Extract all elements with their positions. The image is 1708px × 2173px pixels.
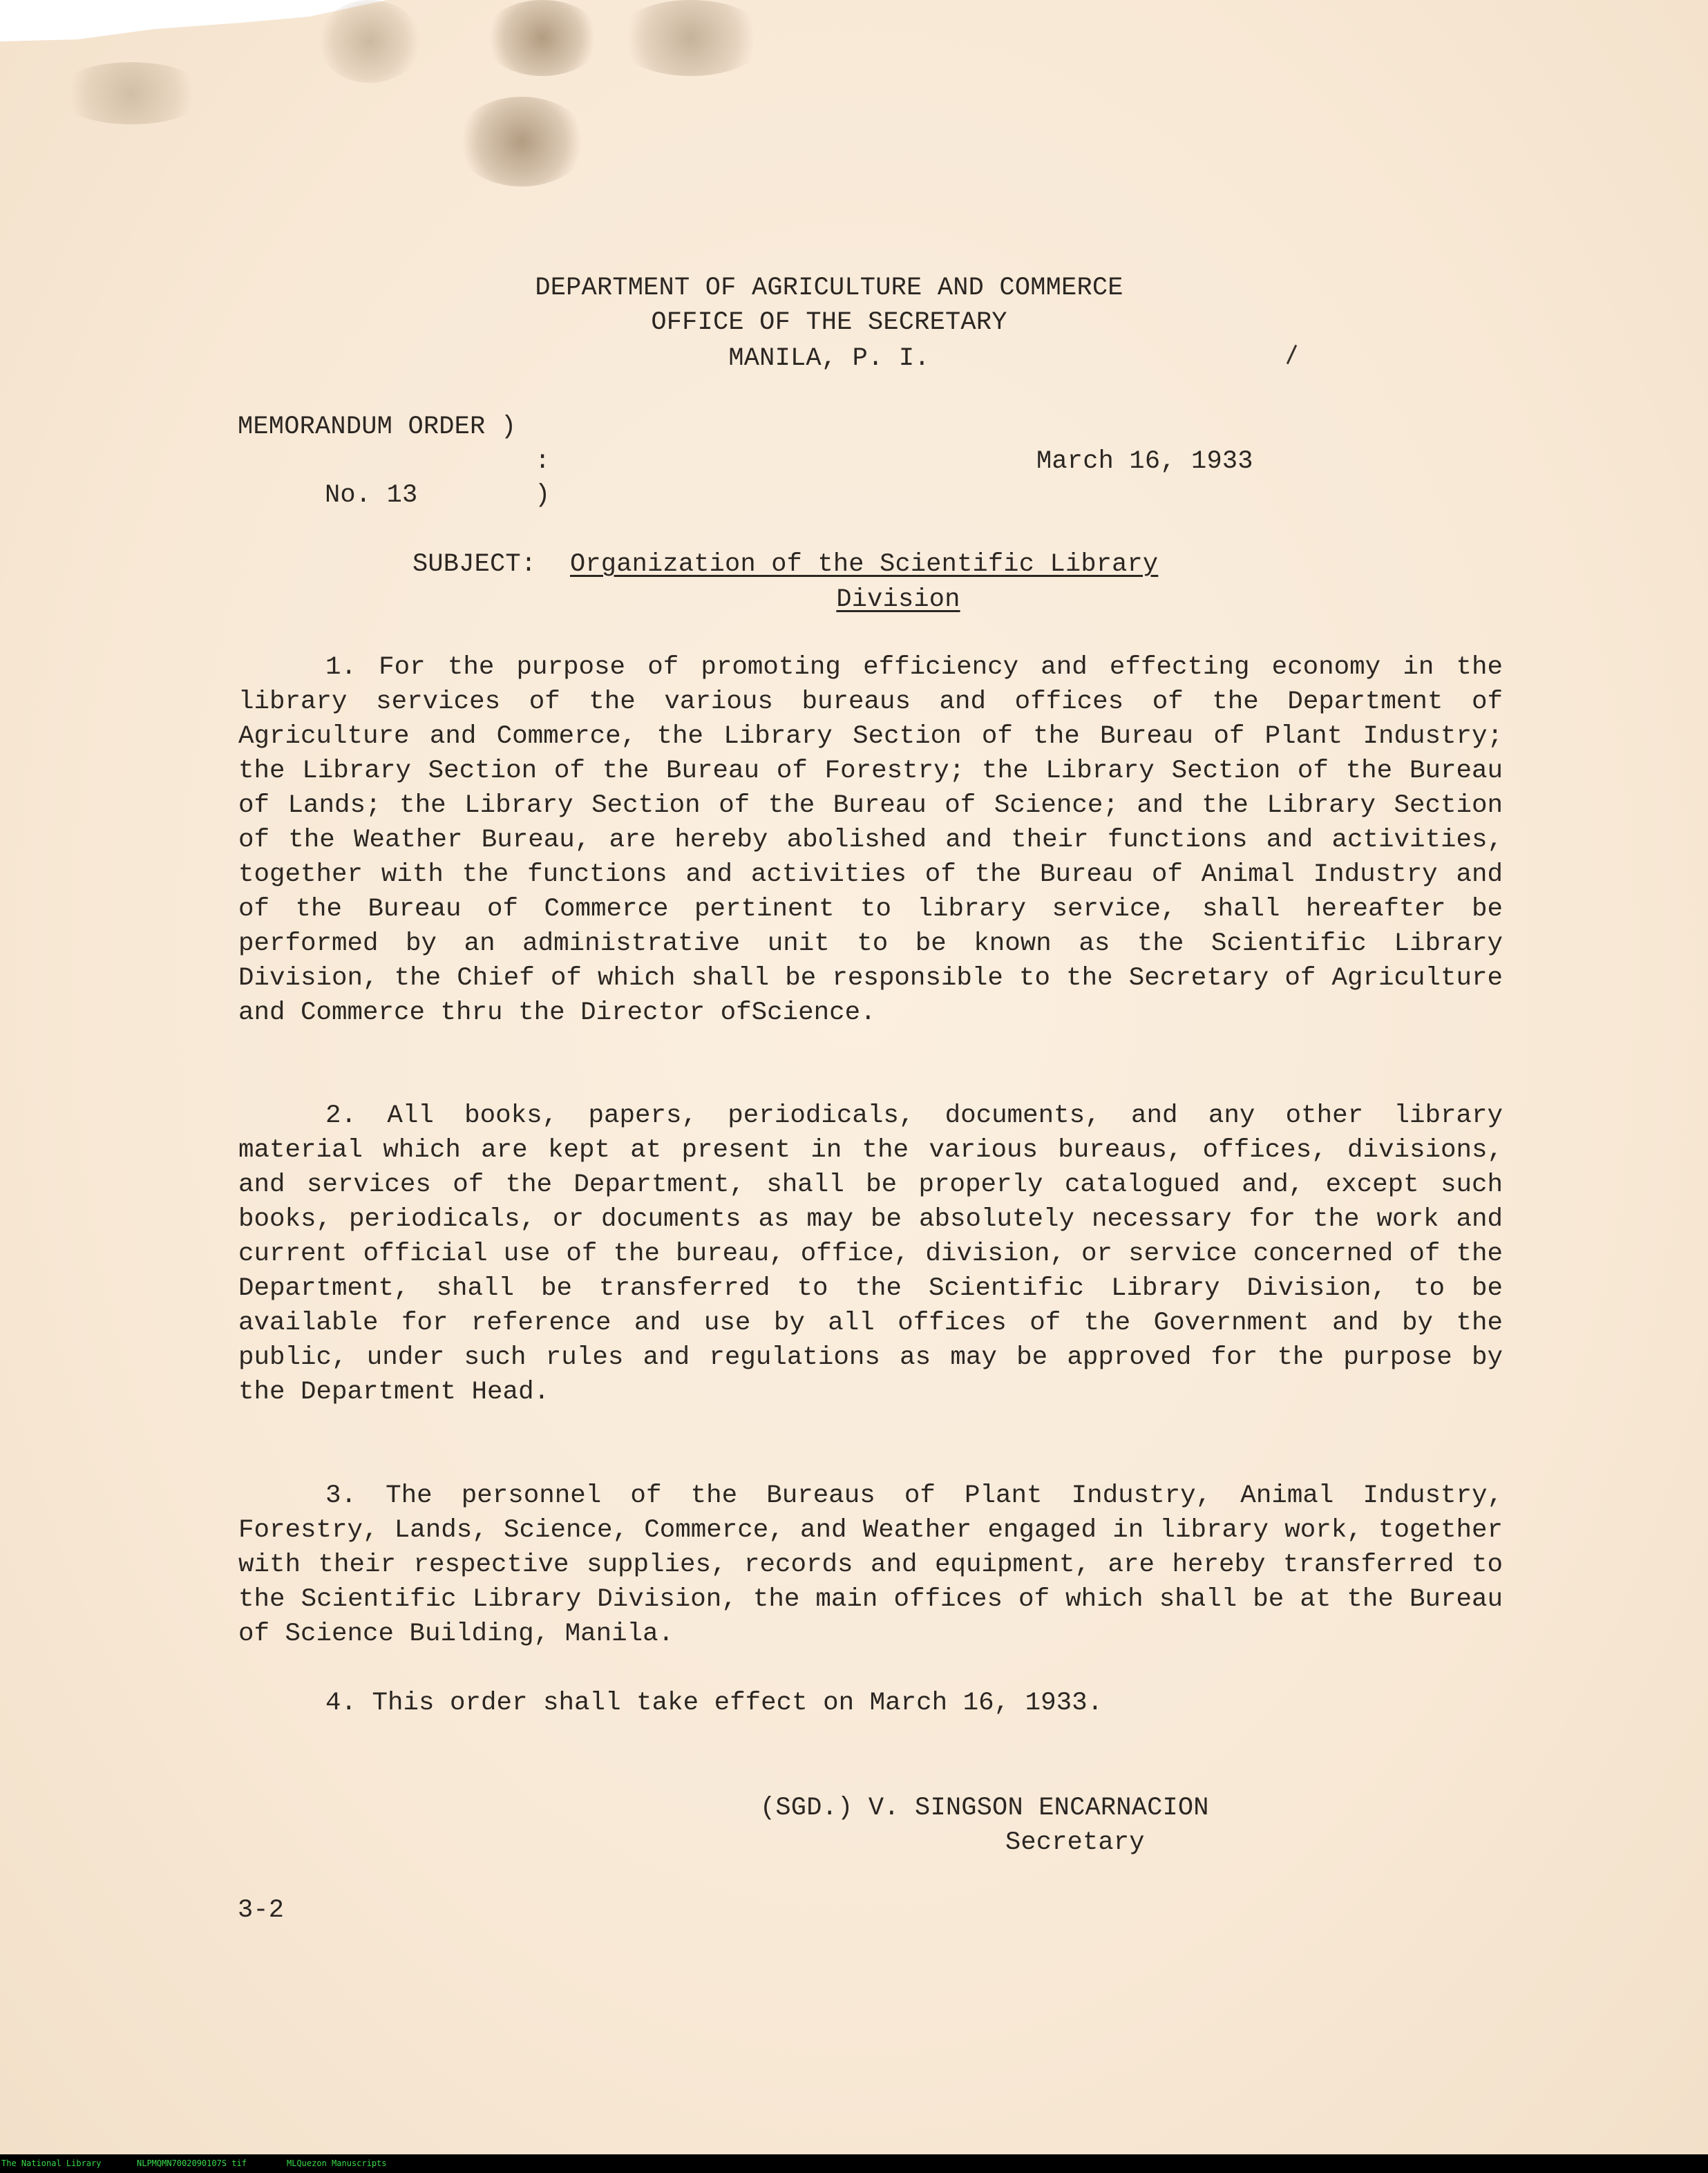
paragraph-2: 2. All books, papers, periodicals, documents, and any other library material which are kept at present in the various bureaus, offices, divisions, and services of the Department, shall be properly catalogued and, except such books, periodicals, or documents as may be absolutely necessary for the work and current official use of the bureau, office, division, or service concerned of the Department, shall be transferred to the Scientific Library Division, to be available for reference and use by all offices of the Government and by the public, under such rules and regulations as may be approved for the purpose by the Department Head. (238, 1101, 1503, 1407)
stain-mark (318, 0, 421, 83)
stain-mark (55, 62, 207, 124)
footer-file: NLPMQMN7002090107S tif (137, 2158, 247, 2168)
subject-title-line2: Division (836, 585, 960, 614)
header-office: OFFICE OF THE SECRETARY (651, 308, 1007, 337)
signature-name: (SGD.) V. SINGSON ENCARNACION (760, 1794, 1209, 1823)
stray-mark (1287, 345, 1297, 364)
footer-library: The National Library (1, 2158, 102, 2168)
header-department: DEPARTMENT OF AGRICULTURE AND COMMERCE (535, 274, 1123, 303)
subject-title-line1: Organization of the Scientific Library (570, 550, 1159, 579)
memorandum-paren: ) (535, 481, 551, 510)
stain-mark (615, 0, 767, 76)
order-date: March 16, 1933 (1036, 447, 1253, 476)
paragraph-3: 3. The personnel of the Bureaus of Plant Industry, Animal Industry, Forestry, Lands, Science, Commerce, and Weather engaged in library work, together with their respective supplies, records and equipment, are hereby transferred to the Scientific Library Division, the main offices of which shall be at the Bureau of Science Building, Manila. (238, 1481, 1503, 1649)
signature-title: Secretary (1005, 1828, 1145, 1857)
stain-mark (484, 0, 601, 76)
footer-collection: MLQuezon Manuscripts (287, 2158, 387, 2168)
stain-mark (456, 97, 587, 187)
paragraph-4: 4. This order shall take effect on March 16, 1933. (325, 1689, 1103, 1718)
memorandum-order-label: MEMORANDUM ORDER ) (238, 412, 517, 442)
memorandum-number: No. 13 (325, 481, 418, 510)
page-code: 3-2 (238, 1896, 285, 1925)
header-location: MANILA, P. I. (728, 344, 930, 373)
subject-prefix: SUBJECT: (412, 550, 537, 579)
archive-footer-bar (0, 2154, 1708, 2173)
memorandum-colon: : (535, 447, 551, 476)
paragraph-1: 1. For the purpose of promoting efficiency and effecting economy in the library services of the various bureaus and offices of the Department of Agriculture and Commerce, the Library Section of the Bureau of Plant Industry; the Library Section of the Bureau of Forestry; the Library Section of the Bureau of Lands; the Library Section of the Bureau of Science; and the Library Section of the Weather Bureau, are hereby abolished and their functions and activities, together with the functions and activities of the Bureau of Animal Industry and of the Bureau of Commerce pertinent to library service, shall hereafter be performed by an administrative unit to be known as the Scientific Library Division, the Chief of which shall be responsible to the Secretary of Agriculture and Commerce thru the Director ofScience. (238, 653, 1503, 1027)
